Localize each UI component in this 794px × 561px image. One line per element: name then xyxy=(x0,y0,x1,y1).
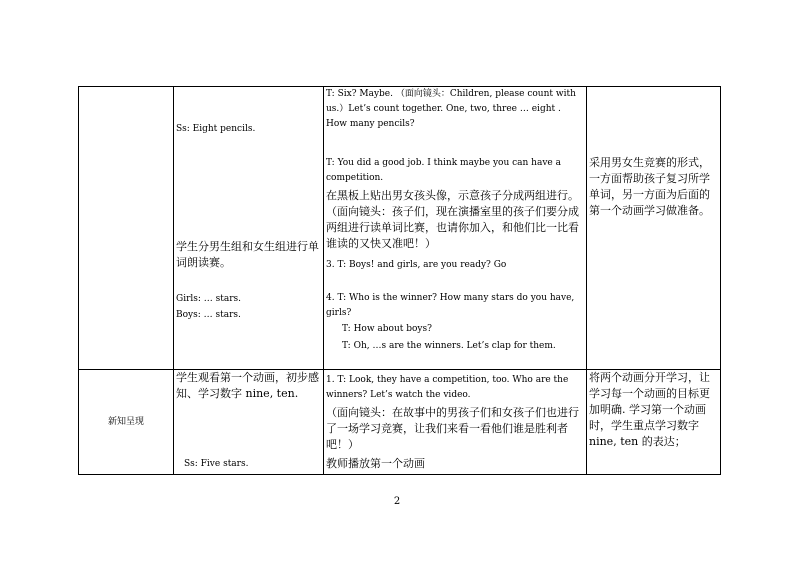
design-intent-text: 将两个动画分开学习，让学习每一个动画的目标更加明确. 学习第一个动画时，学生重点学习数字 nine, ten 的表达； xyxy=(589,371,710,448)
teacher-line: 在黑板上贴出男女孩头像，示意孩子分成两组进行。（面向镜头：孩子们，现在演播室里的孩子们要分成两组进行读单词比赛，也请你加入，和他们比一比看谁读的又快又准吧！） xyxy=(326,189,579,250)
lesson-plan-table xyxy=(78,86,721,475)
student-line: 学生观看第一个动画，初步感知、学习数字 nine, ten. xyxy=(176,371,319,400)
table-row xyxy=(79,87,721,370)
student-line: Ss: Eight pencils. xyxy=(176,124,256,134)
student-activity-cell xyxy=(174,370,324,475)
student-line: 学生分男生组和女生组进行单词朗读赛。 xyxy=(176,240,319,269)
student-line: Girls: … stars. xyxy=(176,294,242,304)
teacher-activity-cell xyxy=(324,370,587,475)
table-row xyxy=(79,370,721,475)
teacher-line: 教师播放第一个动画 xyxy=(326,457,425,470)
teacher-line: T: Oh, …s are the winners. Let’s clap for them. xyxy=(342,341,556,351)
student-line: Boys: … stars. xyxy=(176,310,241,320)
teacher-line: T: Six? Maybe. （面向镜头：Children, please count with us.）Let’s count together. One, two, three … eight . How many pencils? xyxy=(326,89,576,129)
student-line: Ss: Five stars. xyxy=(184,459,249,469)
page-number: 2 xyxy=(393,496,401,507)
teacher-line: 1. T: Look, they have a competition, too. Who are the winners? Let’s watch the video. xyxy=(326,375,569,400)
teacher-line: T: How about boys? xyxy=(342,324,432,334)
teacher-line: （面向镜头：在故事中的男孩子们和女孩子们也进行了一场学习竞赛，让我们来看一看他们谁是胜利者吧！） xyxy=(326,406,579,451)
teacher-activity-cell xyxy=(324,87,587,370)
student-activity-cell xyxy=(174,87,324,370)
design-intent-cell xyxy=(587,87,721,370)
design-intent-text: 采用男女生竞赛的形式，一方面帮助孩子复习所学单词，另一方面为后面的第一个动画学习做准备。 xyxy=(589,156,710,217)
teacher-line: T: You did a good job. I think maybe you can have a competition. xyxy=(326,158,561,183)
design-intent-cell xyxy=(587,370,721,475)
teacher-line: 4. T: Who is the winner? How many stars do you have, girls? xyxy=(326,293,575,318)
stage-label: 新知呈现 xyxy=(79,370,174,475)
stage-cell xyxy=(79,87,174,370)
teacher-line: 3. T: Boys! and girls, are you ready? Go xyxy=(326,260,507,270)
